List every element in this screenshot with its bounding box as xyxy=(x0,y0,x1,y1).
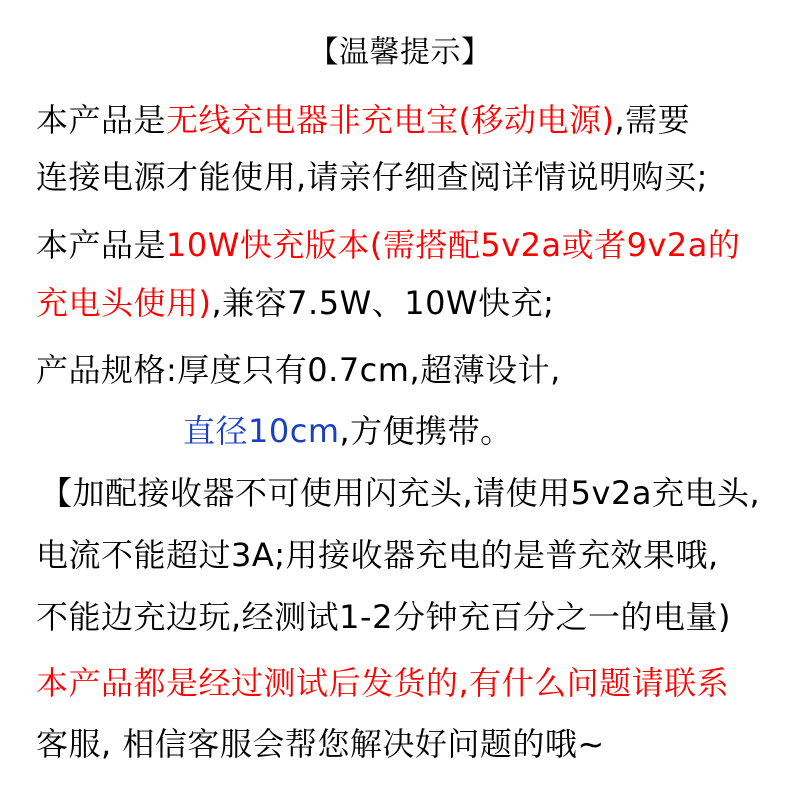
notice-line-9 xyxy=(36,597,731,637)
notice-line-2-part-1: 连接电源才能使用,请亲仔细查阅详情说明购买; xyxy=(36,158,708,196)
notice-line-1 xyxy=(36,100,690,140)
notice-line-2 xyxy=(36,157,708,197)
notice-line-5 xyxy=(36,350,561,390)
notice-line-6 xyxy=(183,411,513,451)
notice-line-3-part-2: 10W快充版本(需搭配5v2a或者9v2a的 xyxy=(166,226,741,264)
notice-line-1-part-2: 无线充电器非充电宝(移动电源) xyxy=(166,101,615,139)
notice-line-9-part-1: 不能边充边玩,经测试1-2分钟充百分之一的电量) xyxy=(36,598,731,636)
notice-line-8-part-1: 电流不能超过3A;用接收器充电的是普充效果哦, xyxy=(36,536,719,574)
notice-line-6-part-1: 直径10cm xyxy=(183,412,340,450)
notice-line-11-part-1: 客服, 相信客服会帮您解决好问题的哦~ xyxy=(36,725,605,763)
notice-line-1-part-3: ,需要 xyxy=(614,101,691,139)
notice-line-4 xyxy=(36,283,554,323)
notice-line-7-part-1: 【加配接收器不可使用闪充头,请使用5v2a充电头, xyxy=(40,474,761,512)
notice-line-7 xyxy=(40,473,760,513)
notice-line-6-part-2: ,方便携带。 xyxy=(339,412,513,450)
notice-line-1-part-1: 本产品是 xyxy=(36,101,167,139)
notice-line-5-part-1: 产品规格:厚度只有0.7cm,超薄设计, xyxy=(36,351,561,389)
notice-line-11 xyxy=(36,724,605,764)
notice-line-3-part-1: 本产品是 xyxy=(36,226,167,264)
notice-line-10-part-1: 本产品都是经过测试后发货的,有什么问题请联系 xyxy=(36,664,730,702)
notice-title: 【温馨提示】 xyxy=(308,35,492,70)
notice-line-8 xyxy=(36,535,719,575)
notice-line-4-part-2: ,兼容7.5W、10W快充; xyxy=(211,284,555,322)
notice-line-4-part-1: 充电头使用) xyxy=(36,284,212,322)
notice-line-3 xyxy=(36,225,740,265)
notice-line-10 xyxy=(36,663,729,703)
